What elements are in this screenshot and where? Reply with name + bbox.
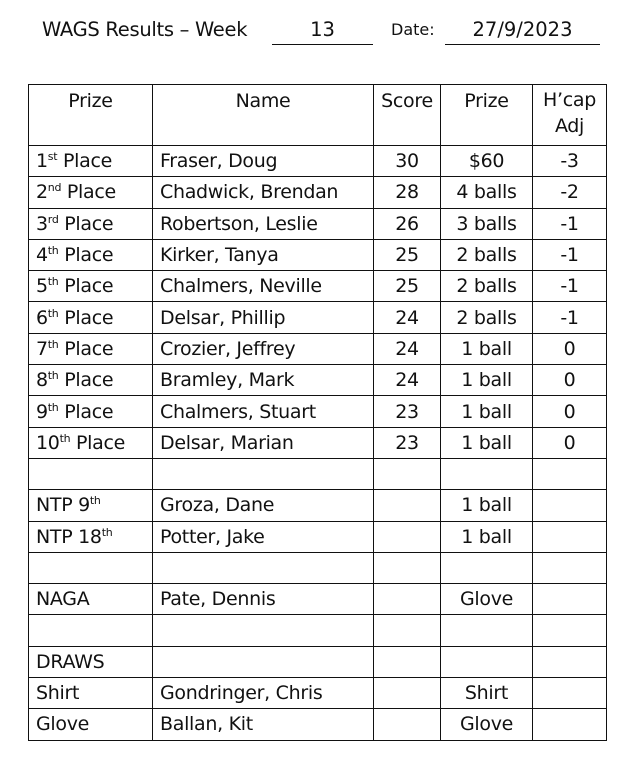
table-row <box>29 615 607 646</box>
score-cell <box>374 678 441 709</box>
prize-label: 3 <box>36 212 48 235</box>
hcap-adj-cell: 0 <box>533 427 607 458</box>
prize-label: 4 <box>36 244 48 267</box>
score-cell <box>374 490 441 521</box>
table-row <box>29 146 607 177</box>
prize-label: Shirt <box>36 682 80 705</box>
score-cell: 23 <box>374 396 441 427</box>
hcap-adj-cell <box>533 490 607 521</box>
table-row <box>29 552 607 583</box>
name-cell: Crozier, Jeffrey <box>153 333 374 364</box>
prize-cell <box>29 427 153 458</box>
score-cell <box>374 521 441 552</box>
hcap-adj-cell <box>533 646 607 677</box>
award-cell: 2 balls <box>441 302 533 333</box>
page-title: WAGS Results – Week <box>42 18 248 41</box>
table-row <box>29 302 607 333</box>
prize-label: 5 <box>36 275 48 298</box>
column-header-award: Prize <box>441 85 533 146</box>
prize-cell <box>29 584 153 615</box>
table-row <box>29 584 607 615</box>
name-cell <box>153 552 374 583</box>
prize-label: 7 <box>36 337 48 360</box>
award-cell <box>441 458 533 489</box>
prize-cell <box>29 615 153 646</box>
score-cell: 26 <box>374 208 441 239</box>
award-cell: Glove <box>441 584 533 615</box>
hcap-adj-cell: -1 <box>533 271 607 302</box>
score-cell: 24 <box>374 333 441 364</box>
table-header-row <box>29 85 607 146</box>
name-cell: Delsar, Phillip <box>153 302 374 333</box>
week-number-field: 13 <box>272 18 373 45</box>
prize-ordinal-suffix: nd <box>47 181 62 195</box>
table-row <box>29 490 607 521</box>
name-cell: Chadwick, Brendan <box>153 177 374 208</box>
table-row <box>29 678 607 709</box>
award-cell: 1 ball <box>441 365 533 396</box>
name-cell: Robertson, Leslie <box>153 208 374 239</box>
prize-ordinal-suffix: th <box>47 306 59 320</box>
table-row <box>29 333 607 364</box>
hcap-adj-cell: -3 <box>533 146 607 177</box>
prize-cell <box>29 208 153 239</box>
prize-cell <box>29 552 153 583</box>
hcap-adj-cell: -2 <box>533 177 607 208</box>
score-cell <box>374 552 441 583</box>
prize-label: Glove <box>36 713 90 736</box>
prize-cell <box>29 333 153 364</box>
prize-cell <box>29 709 153 740</box>
score-cell: 24 <box>374 302 441 333</box>
prize-label-rest: Place <box>61 181 116 204</box>
hcap-adj-cell: 0 <box>533 396 607 427</box>
name-cell: Groza, Dane <box>153 490 374 521</box>
table-row <box>29 271 607 302</box>
name-cell: Gondringer, Chris <box>153 678 374 709</box>
prize-cell <box>29 646 153 677</box>
table-row <box>29 208 607 239</box>
score-cell: 23 <box>374 427 441 458</box>
hcap-adj-cell <box>533 552 607 583</box>
table-row <box>29 365 607 396</box>
prize-label: NAGA <box>36 588 90 611</box>
award-cell: Glove <box>441 709 533 740</box>
prize-label: 6 <box>36 306 48 329</box>
prize-label-rest: Place <box>58 369 114 392</box>
award-cell: 1 ball <box>441 490 533 521</box>
column-header-score: Score <box>374 85 441 146</box>
table-row <box>29 709 607 740</box>
award-cell: 4 balls <box>441 177 533 208</box>
score-cell: 25 <box>374 271 441 302</box>
prize-label: 8 <box>36 369 48 392</box>
prize-cell <box>29 365 153 396</box>
prize-ordinal-suffix: th <box>89 494 101 508</box>
date-label: Date: <box>391 20 435 39</box>
prize-label-rest: Place <box>57 150 113 173</box>
hcap-adj-cell <box>533 584 607 615</box>
name-cell: Pate, Dennis <box>153 584 374 615</box>
score-cell <box>374 458 441 489</box>
award-cell: 1 ball <box>441 427 533 458</box>
hcap-adj-cell: 0 <box>533 365 607 396</box>
results-table <box>28 84 607 741</box>
hcap-header-line1: H’cap <box>543 89 596 111</box>
prize-cell <box>29 678 153 709</box>
prize-label: DRAWS <box>36 650 105 673</box>
prize-ordinal-suffix: th <box>47 275 59 289</box>
name-cell: Chalmers, Stuart <box>153 396 374 427</box>
prize-label-rest: Place <box>58 337 114 360</box>
award-cell <box>441 646 533 677</box>
results-title-line <box>0 14 640 54</box>
score-cell <box>374 709 441 740</box>
name-cell: Chalmers, Neville <box>153 271 374 302</box>
name-cell: Ballan, Kit <box>153 709 374 740</box>
name-cell <box>153 458 374 489</box>
name-cell: Fraser, Doug <box>153 146 374 177</box>
award-cell <box>441 552 533 583</box>
prize-label: 9 <box>36 400 48 423</box>
award-cell: 1 ball <box>441 333 533 364</box>
hcap-adj-cell <box>533 458 607 489</box>
score-cell <box>374 584 441 615</box>
prize-ordinal-suffix: st <box>47 150 58 164</box>
prize-label-rest: Place <box>58 306 114 329</box>
prize-ordinal-suffix: th <box>59 431 71 445</box>
prize-label: 1 <box>36 150 48 173</box>
prize-ordinal-suffix: rd <box>47 212 59 226</box>
award-cell: 3 balls <box>441 208 533 239</box>
prize-ordinal-suffix: th <box>47 337 59 351</box>
award-cell: 2 balls <box>441 271 533 302</box>
prize-label-rest: Place <box>58 400 114 423</box>
prize-cell <box>29 521 153 552</box>
table-row <box>29 521 607 552</box>
table-row <box>29 427 607 458</box>
prize-label-rest: Place <box>58 244 114 267</box>
prize-label-rest: Place <box>58 275 114 298</box>
column-header-name: Name <box>153 85 374 146</box>
hcap-adj-cell: -1 <box>533 302 607 333</box>
hcap-header-line2: Adj <box>554 115 585 137</box>
column-header-hcap-adj <box>533 85 607 146</box>
name-cell <box>153 615 374 646</box>
hcap-adj-cell: -1 <box>533 208 607 239</box>
award-cell: 1 ball <box>441 521 533 552</box>
prize-cell <box>29 458 153 489</box>
column-header-prize: Prize <box>29 85 153 146</box>
hcap-adj-cell <box>533 709 607 740</box>
prize-cell <box>29 239 153 270</box>
hcap-adj-cell <box>533 615 607 646</box>
award-cell: 1 ball <box>441 396 533 427</box>
table-row <box>29 239 607 270</box>
results-body <box>29 146 607 741</box>
award-cell: $60 <box>441 146 533 177</box>
name-cell: Potter, Jake <box>153 521 374 552</box>
prize-label: NTP 9 <box>36 494 90 517</box>
prize-cell <box>29 490 153 521</box>
award-cell: 2 balls <box>441 239 533 270</box>
score-cell: 24 <box>374 365 441 396</box>
prize-cell <box>29 271 153 302</box>
prize-ordinal-suffix: th <box>47 400 59 414</box>
name-cell <box>153 646 374 677</box>
score-cell: 30 <box>374 146 441 177</box>
prize-cell <box>29 146 153 177</box>
name-cell: Delsar, Marian <box>153 427 374 458</box>
score-cell: 25 <box>374 239 441 270</box>
prize-label: NTP 18 <box>36 525 102 548</box>
table-row <box>29 646 607 677</box>
name-cell: Bramley, Mark <box>153 365 374 396</box>
name-cell: Kirker, Tanya <box>153 239 374 270</box>
prize-label: 2 <box>36 181 48 204</box>
prize-label-rest: Place <box>70 431 126 454</box>
prize-cell <box>29 302 153 333</box>
table-row <box>29 396 607 427</box>
prize-ordinal-suffix: th <box>47 244 59 258</box>
prize-ordinal-suffix: th <box>47 369 59 383</box>
prize-cell <box>29 177 153 208</box>
hcap-adj-cell: 0 <box>533 333 607 364</box>
date-field: 27/9/2023 <box>445 18 600 45</box>
prize-label: 10 <box>36 431 60 454</box>
prize-cell <box>29 396 153 427</box>
table-row <box>29 177 607 208</box>
prize-label-rest: Place <box>58 212 114 235</box>
table-row <box>29 458 607 489</box>
hcap-adj-cell <box>533 521 607 552</box>
award-cell: Shirt <box>441 678 533 709</box>
score-cell <box>374 615 441 646</box>
score-cell <box>374 646 441 677</box>
hcap-adj-cell: -1 <box>533 239 607 270</box>
award-cell <box>441 615 533 646</box>
hcap-adj-cell <box>533 678 607 709</box>
score-cell: 28 <box>374 177 441 208</box>
prize-ordinal-suffix: th <box>101 525 113 539</box>
